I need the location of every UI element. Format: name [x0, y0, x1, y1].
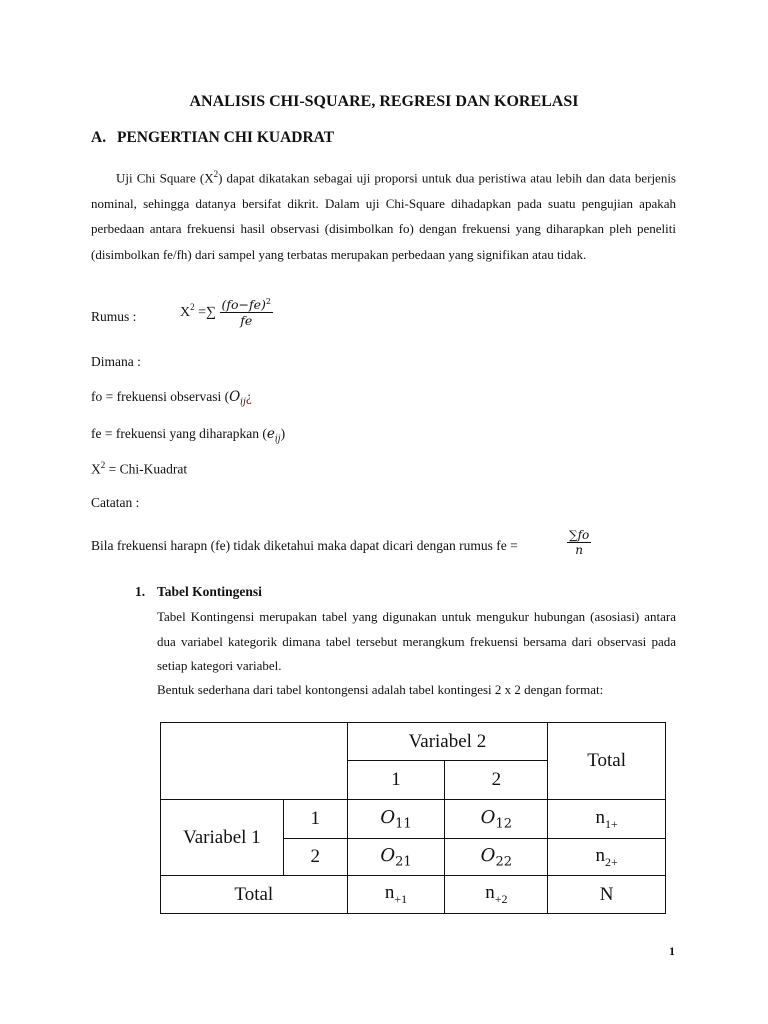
- paragraph-text-start: Uji Chi Square (X: [116, 170, 214, 186]
- variabel1-label: Variabel 1: [161, 800, 284, 876]
- formula-denominator: fe: [240, 313, 253, 329]
- grand-total-cell: N: [548, 876, 666, 914]
- cell-o12: [445, 800, 548, 839]
- bila-text: Bila frekuensi harapn (fe) tidak diketahui maka dapat dicari dengan rumus fe =: [91, 538, 518, 553]
- fe-denominator: n: [575, 543, 583, 557]
- n-symbol: n: [485, 882, 495, 904]
- page-title: ANALISIS CHI-SQUARE, REGRESI DAN KORELASI: [189, 93, 579, 110]
- definition-fo-text: fo = frekuensi observasi (: [91, 389, 230, 404]
- numerator-sup: 2: [265, 297, 272, 306]
- rumus-label: Rumus :: [91, 309, 137, 324]
- contingency-table: [160, 722, 666, 914]
- cell-n1plus: [548, 800, 666, 839]
- formula-lhs: X: [180, 304, 191, 320]
- total-row-label: Total: [161, 876, 348, 914]
- formula-equals: =: [198, 304, 207, 320]
- n-symbol: n: [595, 806, 605, 828]
- row-2-label: 2: [283, 839, 347, 876]
- table-row: [161, 723, 666, 761]
- symbol-e: e: [266, 426, 275, 442]
- formula-fraction: [220, 297, 274, 328]
- dimana-label: Dimana :: [91, 354, 141, 369]
- o-symbol: O: [480, 844, 496, 866]
- subsection-title: Tabel Kontingensi: [157, 584, 262, 599]
- cell-nplus2: [445, 876, 548, 914]
- fe-numerator: ∑fo: [569, 528, 590, 542]
- kontingensi-paragraph: Tabel Kontingensi merupakan tabel yang digunakan untuk mengukur hubungan (asosiasi) antara dua variabel kategorik dimana tabel tersebut merangkum frekuensi bersama dari observasi pada setiap kategori variabel.: [157, 609, 676, 673]
- section-number: A.: [91, 129, 107, 146]
- sigma-symbol: ∑: [206, 304, 217, 320]
- o-subscript: 21: [395, 854, 412, 870]
- catatan-label: Catatan :: [91, 495, 140, 510]
- column-2-header: 2: [445, 761, 548, 800]
- cell-o22: [445, 839, 548, 876]
- x2-sup: 2: [100, 460, 106, 470]
- n-subscript: +2: [494, 891, 508, 906]
- section-title: PENGERTIAN CHI KUADRAT: [117, 129, 335, 146]
- symbol-e-sub: ij: [274, 434, 281, 445]
- cell-n2plus: [548, 839, 666, 876]
- subsection-heading: [135, 584, 262, 600]
- n-symbol: n: [384, 882, 395, 904]
- paragraph-text-rest: ) dapat dikatakan sebagai uji proporsi untuk dua peristiwa atau lebih dan data berjenis nominal, sehingga datanya bersifat dikrit. Dalam uji Chi-Square dihadapkan pada suatu pengujian apakah perbedaan antara frekuensi hasil observasi (disimbolkan fo) dengan frekuensi yang diharapkan pleh peneliti (disimbolkan fe/fh) dari sampel yang terbatas merupakan perbedaan yang signifikan atau tidak.: [91, 170, 676, 262]
- cell-o21: [347, 839, 445, 876]
- n-subscript: 2+: [604, 854, 618, 869]
- subsection-number: 1.: [135, 584, 146, 599]
- o-symbol: O: [380, 806, 396, 828]
- o-subscript: 22: [495, 854, 512, 870]
- definition-fe: [91, 426, 285, 445]
- page-number: 1: [669, 944, 675, 958]
- table-row: [161, 800, 666, 839]
- o-subscript: 11: [395, 816, 412, 832]
- formula-lhs-sup: 2: [190, 302, 195, 313]
- rumus-line: [91, 309, 136, 325]
- cell-o11: [347, 800, 445, 839]
- table-corner-cell: [161, 723, 348, 800]
- definition-x2: [91, 460, 187, 478]
- n-subscript: +1: [394, 891, 408, 906]
- x2-lhs: X: [91, 461, 101, 477]
- x2-text: = Chi-Kuadrat: [105, 461, 188, 477]
- section-heading: [91, 129, 334, 147]
- superscript-2: 2: [213, 169, 219, 179]
- o-symbol: O: [380, 844, 396, 866]
- definition-fo: [91, 389, 252, 408]
- column-1-header: 1: [347, 761, 445, 800]
- symbol-o-sub: ij: [240, 397, 246, 408]
- symbol-o: O: [229, 389, 241, 405]
- broken-symbol-mark: ¿: [245, 389, 252, 404]
- chi-square-formula: [180, 297, 273, 328]
- n-symbol: n: [595, 844, 605, 866]
- o-subscript: 12: [495, 816, 512, 832]
- definition-fe-close: ): [280, 426, 286, 441]
- variabel2-header: Variabel 2: [347, 723, 548, 761]
- total-header: Total: [548, 723, 666, 800]
- fe-formula-fraction: [567, 528, 591, 557]
- cell-nplus1: [347, 876, 445, 914]
- format-line: Bentuk sederhana dari tabel kontongensi adalah tabel kontingesi 2 x 2 dengan format:: [157, 682, 604, 697]
- o-symbol: O: [480, 806, 496, 828]
- numerator-text: (fo−fe): [221, 297, 266, 313]
- bila-line: [91, 538, 518, 554]
- row-1-label: 1: [283, 800, 347, 839]
- table-row: [161, 876, 666, 914]
- definition-fe-text: fe = frekuensi yang diharapkan (: [91, 426, 267, 441]
- formula-numerator: [220, 297, 274, 313]
- n-subscript: 1+: [604, 816, 618, 831]
- intro-paragraph: [91, 162, 676, 267]
